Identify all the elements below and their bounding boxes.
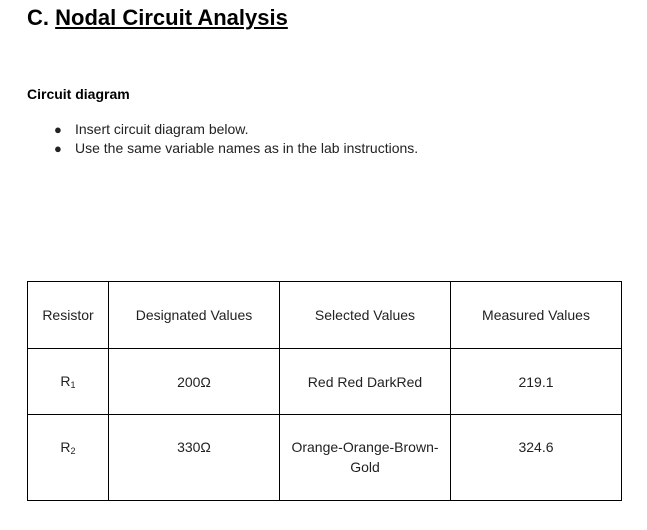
cell-designated: 330Ω	[109, 415, 280, 501]
resistor-subscript: 1	[70, 380, 76, 390]
section-prefix: C.	[27, 5, 56, 30]
table-row	[28, 415, 622, 501]
cell-resistor	[28, 349, 109, 415]
cell-measured: 324.6	[451, 415, 622, 501]
header-measured-values: Measured Values	[451, 282, 622, 349]
list-item-text: Insert circuit diagram below.	[75, 121, 249, 137]
circuit-diagram-heading: Circuit diagram	[27, 86, 130, 102]
cell-measured: 219.1	[451, 349, 622, 415]
list-item	[27, 139, 418, 158]
bullet-dot-icon: ●	[54, 141, 62, 156]
section-heading	[27, 4, 288, 32]
resistor-symbol: R	[60, 439, 71, 455]
cell-selected	[280, 415, 451, 501]
header-designated-values: Designated Values	[109, 282, 280, 349]
list-item	[27, 120, 418, 139]
table-header-row	[28, 282, 622, 349]
list-item-text: Use the same variable names as in the lab instructions.	[75, 140, 419, 156]
cell-designated: 200Ω	[109, 349, 280, 415]
cell-resistor	[28, 415, 109, 501]
section-title: Nodal Circuit Analysis	[55, 5, 288, 30]
resistor-subscript: 2	[70, 446, 76, 456]
cell-selected-text: Orange-Orange-Brown-Gold	[291, 439, 439, 475]
instruction-list	[27, 120, 418, 158]
table-row	[28, 349, 622, 415]
cell-selected: Red Red DarkRed	[280, 349, 451, 415]
header-selected-values: Selected Values	[280, 282, 451, 349]
resistor-symbol: R	[60, 373, 71, 389]
header-resistor: Resistor	[28, 282, 109, 349]
resistor-values-table	[27, 281, 622, 501]
bullet-dot-icon: ●	[54, 122, 62, 137]
